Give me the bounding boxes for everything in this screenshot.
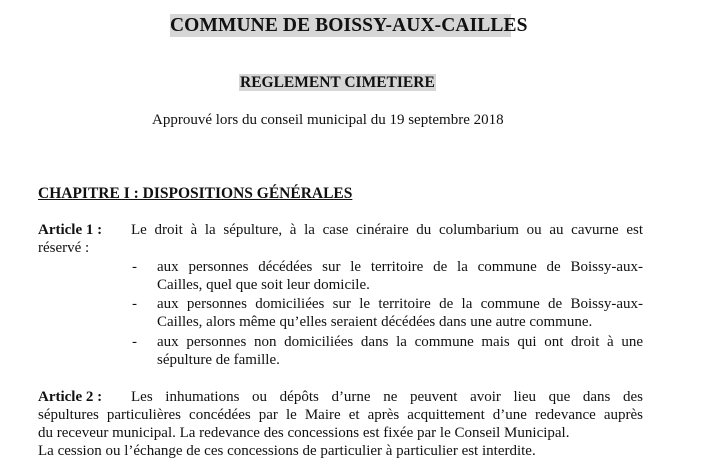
chapter-heading: CHAPITRE I : DISPOSITIONS GÉNÉRALES [38, 185, 353, 202]
article-2-text-line-2: sépultures particulières concédées par le Maire et après acquittement d’une redevance auprès [38, 407, 643, 423]
article-1-text-line-2: réservé : [38, 240, 90, 256]
reglement-title [239, 74, 436, 92]
article-2-label: Article 2 : [38, 389, 103, 405]
bullet-3-line-2: sépulture de famille. [157, 352, 280, 368]
article-1-label: Article 1 : [38, 222, 103, 238]
bullet-2-line-2: Cailles, alors même qu’elles seraient décédées dans une autre commune. [157, 314, 593, 330]
bullet-marker: - [132, 259, 137, 275]
commune-title: COMMUNE DE BOISSY-AUX-CAILLES [170, 15, 528, 36]
article-2-text-line-4: La cession ou l’échange de ces concessions de particulier à particulier est interdite. [38, 443, 536, 459]
bullet-marker: - [132, 334, 137, 350]
approval-date-line: Approuvé lors du conseil municipal du 19 septembre 2018 [152, 112, 504, 128]
article-2-text-line-1: Les inhumations ou dépôts d’urne ne peuvent avoir lieu que dans des [131, 389, 643, 405]
bullet-marker: - [132, 296, 137, 312]
bullet-1-line-2: Cailles, quel que soit leur domicile. [157, 277, 370, 293]
article-1-text-line-1: Le droit à la sépulture, à la case cinéraire du columbarium ou au cavurne est [131, 222, 643, 238]
article-2-text-line-3: du receveur municipal. La redevance des concessions est fixée par le Conseil Municipal. [38, 425, 570, 441]
bullet-1-line-1: aux personnes décédées sur le territoire de la commune de Boissy-aux- [157, 259, 643, 275]
reglement-title-text: REGLEMENT CIMETIERE [240, 74, 435, 91]
bullet-2-line-1: aux personnes domiciliées sur le territoire de la commune de Boissy-aux- [157, 296, 643, 312]
bullet-3-line-1: aux personnes non domiciliées dans la commune mais qui ont droit à une [157, 334, 643, 350]
